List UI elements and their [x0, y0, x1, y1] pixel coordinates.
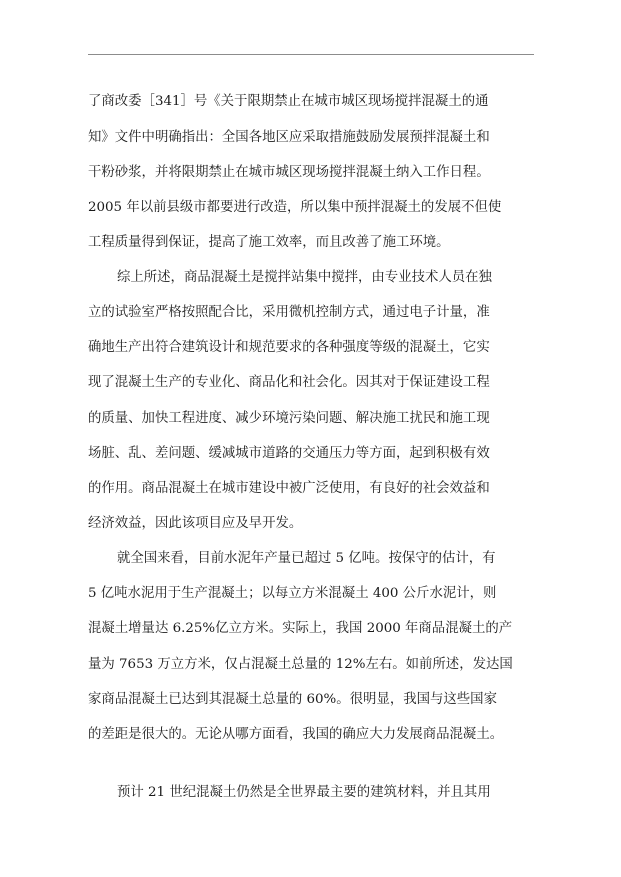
- text-line: 量为 7653 万立方米，仅占混凝土总量的 12%左右。如前所述，发达国: [88, 657, 513, 672]
- text-line: 就全国来看，目前水泥年产量已超过 5 亿吨。按保守的估计，有: [117, 551, 496, 566]
- text-line: 的差距是很大的。无论从哪方面看，我国的确应大力发展商品混凝土。: [88, 727, 504, 742]
- text-line: 现了混凝土生产的专业化、商品化和社会化。因其对于保证建设工程: [88, 375, 490, 390]
- text-line: 了商改委［341］号《关于限期禁止在城市城区现场搅拌混凝土的通: [88, 94, 489, 109]
- text-line: 家商品混凝土已达到其混凝土总量的 60%。很明显，我国与这些国家: [88, 692, 497, 707]
- text-line: 立的试验室严格按照配合比，采用微机控制方式，通过电子计量，准: [88, 305, 490, 320]
- text-line: 确地生产出符合建筑设计和规范要求的各种强度等级的混凝土，它实: [88, 340, 490, 355]
- text-line: 的质量、加快工程进度、减少环境污染问题、解决施工扰民和施工现: [88, 411, 490, 426]
- header-rule: [88, 54, 534, 55]
- text-line: 的作用。商品混凝土在城市建设中被广泛使用，有良好的社会效益和: [88, 481, 490, 496]
- text-line: 场脏、乱、差问题、缓减城市道路的交通压力等方面，起到积极有效: [88, 446, 490, 461]
- text-line: 预计 21 世纪混凝土仍然是全世界最主要的建筑材料，并且其用: [117, 785, 491, 800]
- text-line: 工程质量得到保证，提高了施工效率，而且改善了施工环境。: [88, 235, 450, 250]
- text-line: 2005 年以前县级市都要进行改造，所以集中预拌混凝土的发展不但使: [88, 200, 502, 215]
- text-line: 经济效益，因此该项目应及早开发。: [88, 516, 303, 531]
- text-line: 混凝土增量达 6.25%亿立方米。实际上，我国 2000 年商品混凝土的产: [88, 621, 513, 636]
- text-line: 干粉砂浆，并将限期禁止在城市城区现场搅拌混凝土纳入工作日程。: [88, 165, 490, 180]
- text-line: 综上所述，商品混凝土是搅拌站集中搅拌，由专业技术人员在独: [117, 270, 492, 285]
- text-line: 知》文件中明确指出：全国各地区应采取措施鼓励发展预拌混凝土和: [88, 130, 490, 145]
- text-line: 5 亿吨水泥用于生产混凝土；以每立方米混凝土 400 公斤水泥计，则: [88, 586, 497, 601]
